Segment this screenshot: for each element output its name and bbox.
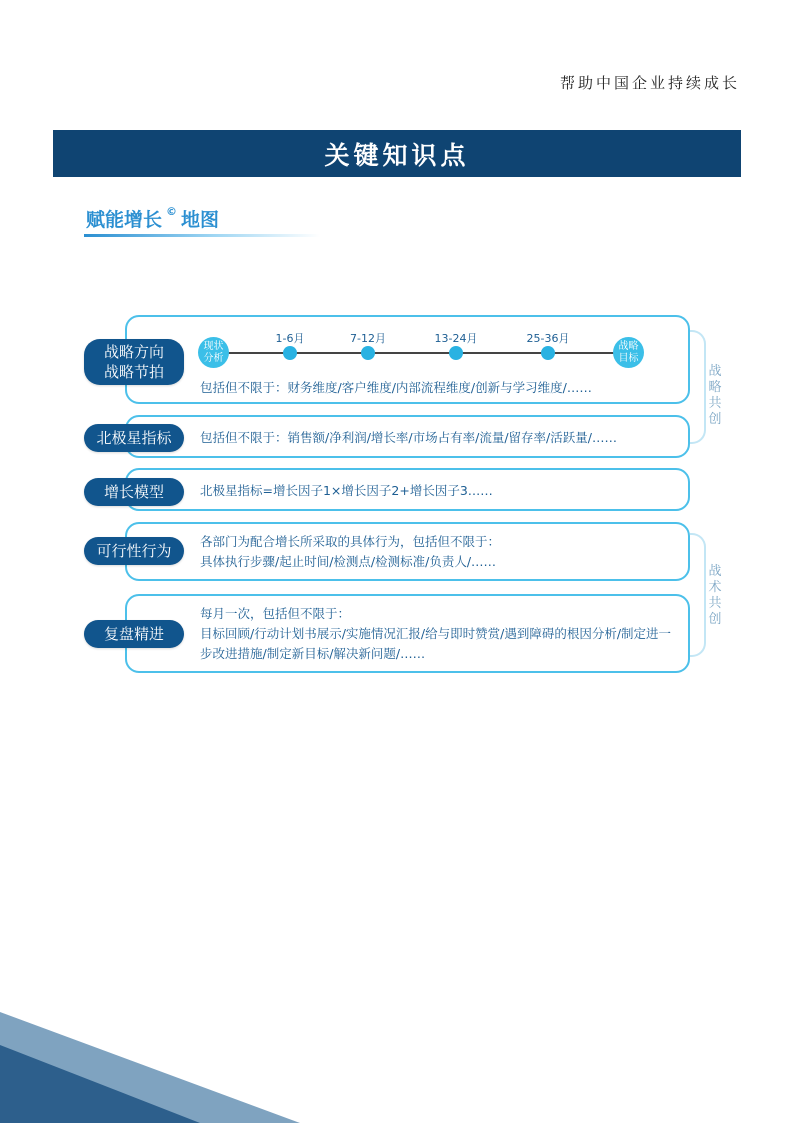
label-strategy bbox=[84, 339, 184, 385]
side-char: 战 bbox=[708, 564, 722, 579]
row-feasible-actions-line-1: 各部门为配合增长所采取的具体行为，包括但不限于： bbox=[200, 534, 501, 549]
timeline-tick-label: 1-6月 bbox=[275, 332, 305, 345]
timeline-tick-label: 13-24月 bbox=[434, 332, 478, 345]
copyright-mark: © bbox=[166, 204, 178, 218]
page-title-banner: 关键知识点 bbox=[53, 130, 741, 177]
timeline-dot bbox=[449, 346, 463, 360]
timeline-tick-label: 25-36月 bbox=[526, 332, 570, 345]
row-review-line-1: 每月一次，包括但不限于： bbox=[200, 606, 351, 621]
strategy-cocreate-label bbox=[707, 364, 723, 428]
row-north-star-text: 包括但不限于：销售额/净利润/增长率/市场占有率/流量/留存率/活跃量/…… bbox=[200, 430, 617, 445]
row-review-line-3: 步改进措施/制定新目标/解决新问题/…… bbox=[200, 646, 426, 661]
section-title-main: 赋能增长 bbox=[86, 209, 163, 231]
side-char: 共 bbox=[708, 396, 722, 411]
label-growth-model: 增长模型 bbox=[84, 478, 184, 506]
label-review: 复盘精进 bbox=[84, 620, 184, 648]
side-char: 创 bbox=[708, 612, 722, 627]
row-growth-model-text: 北极星指标=增长因子1×增长因子2+增长因子3…… bbox=[200, 483, 493, 498]
section-title bbox=[86, 205, 219, 232]
timeline-dot bbox=[361, 346, 375, 360]
label-feasible-actions: 可行性行为 bbox=[84, 537, 184, 565]
label-strategy-line-1: 战略方向 bbox=[103, 343, 164, 361]
section-underline bbox=[84, 234, 320, 237]
side-char: 术 bbox=[708, 580, 722, 595]
side-char: 共 bbox=[708, 596, 722, 611]
side-char: 战 bbox=[708, 364, 722, 379]
section-title-suffix: 地图 bbox=[181, 209, 220, 231]
header-tagline: 帮助中国企业持续成长 bbox=[559, 74, 740, 92]
row-feasible-actions-line-2: 具体执行步骤/起止时间/检测点/检测标准/负责人/…… bbox=[200, 554, 497, 569]
side-char: 略 bbox=[708, 380, 722, 395]
timeline-line bbox=[213, 352, 630, 354]
row-review-line-2: 目标回顾/行动计划书展示/实施情况汇报/给与即时赞赏/遇到障碍的根因分析/制定进一 bbox=[200, 626, 672, 641]
start-line-1: 现状 bbox=[203, 340, 224, 352]
label-north-star: 北极星指标 bbox=[84, 424, 184, 452]
side-char: 创 bbox=[708, 412, 722, 427]
timeline-tick-label: 7-12月 bbox=[350, 332, 386, 345]
timeline-dot bbox=[283, 346, 297, 360]
tactic-cocreate-label bbox=[707, 564, 723, 628]
tactic-bracket bbox=[690, 533, 706, 657]
timeline-end-node bbox=[613, 337, 644, 368]
end-line-1: 战略 bbox=[618, 340, 639, 352]
row-strategy-text: 包括但不限于：财务维度/客户维度/内部流程维度/创新与学习维度/…… bbox=[200, 380, 592, 395]
strategy-bracket bbox=[690, 330, 706, 444]
end-line-2: 目标 bbox=[618, 352, 639, 364]
timeline-dot bbox=[541, 346, 555, 360]
corner-decoration bbox=[0, 1000, 320, 1123]
label-strategy-line-2: 战略节拍 bbox=[103, 363, 164, 381]
timeline-start-node bbox=[198, 337, 229, 368]
start-line-2: 分析 bbox=[203, 352, 224, 364]
